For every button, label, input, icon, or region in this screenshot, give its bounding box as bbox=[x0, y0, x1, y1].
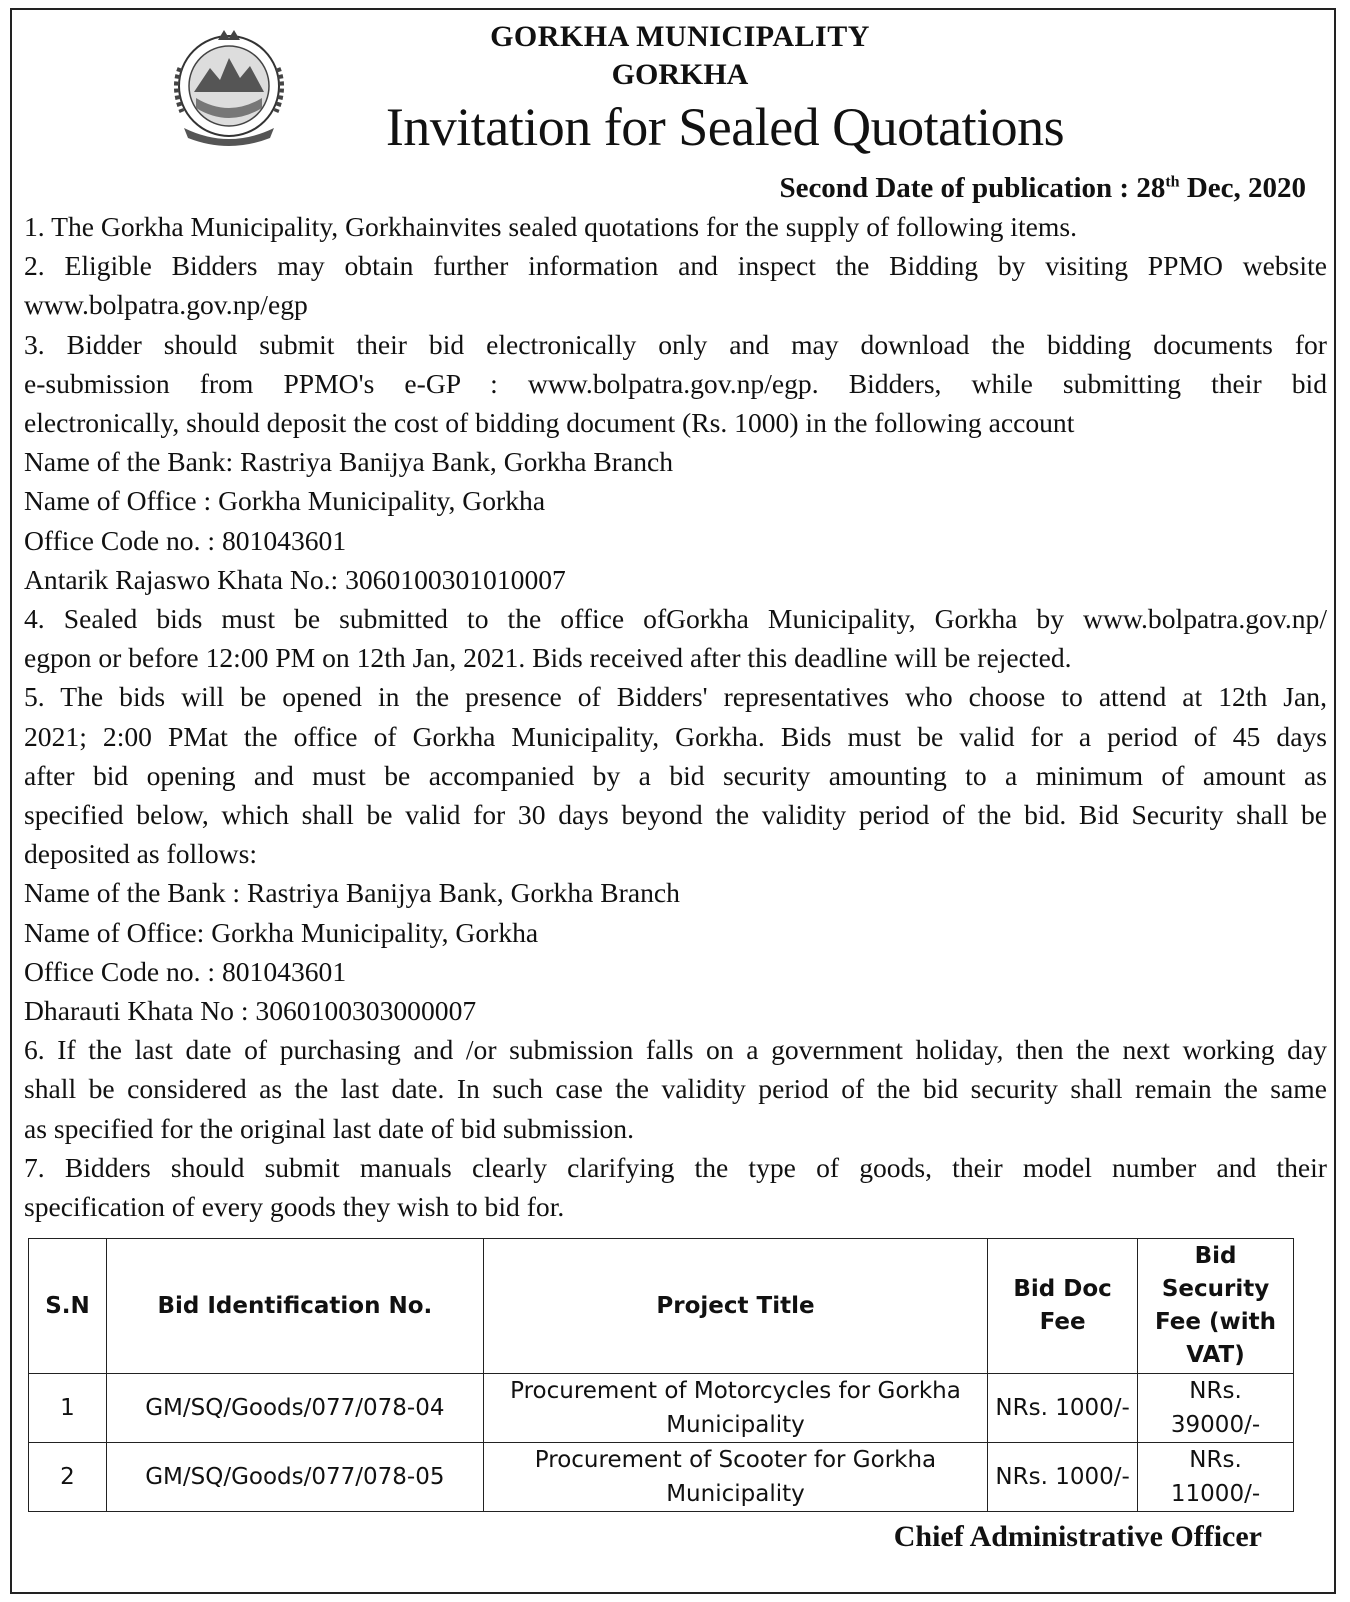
header-bid-doc-fee: Bid Doc Fee bbox=[988, 1239, 1138, 1374]
nepal-government-emblem-icon bbox=[166, 28, 292, 150]
cell-bid-security-fee: NRs. 11000/- bbox=[1138, 1443, 1294, 1512]
body-line: www.bolpatra.gov.np/egp bbox=[24, 289, 308, 321]
cell-bid-id: GM/SQ/Goods/077/078-05 bbox=[106, 1443, 483, 1512]
cell-sn: 1 bbox=[29, 1374, 107, 1443]
body-line: Office Code no. : 801043601 bbox=[24, 955, 347, 987]
body-line: specified below, which shall be valid for 30 days beyond the validity period of the bid. Bid Security shall be bbox=[24, 799, 1327, 831]
municipality-name: GORKHA MUNICIPALITY bbox=[490, 20, 870, 53]
body-line: after bid opening and must be accompanied by a bid security amounting to a minimum of amount as bbox=[24, 759, 1327, 791]
body-line: e-submission from PPMO's e-GP : www.bolpatra.gov.np/egp. Bidders, while submitting their bid bbox=[24, 367, 1327, 399]
table-header-row bbox=[29, 1239, 1294, 1374]
body-line: as specified for the original last date of bid submission. bbox=[24, 1112, 634, 1144]
body-line: 7. Bidders should submit manuals clearly clarifying the type of goods, their model number and their bbox=[24, 1151, 1327, 1183]
body-line: deposited as follows: bbox=[24, 838, 257, 870]
bid-table bbox=[28, 1238, 1294, 1512]
body-line: 1. The Gorkha Municipality, Gorkhainvites sealed quotations for the supply of following items. bbox=[24, 211, 1077, 242]
body-line: electronically, should deposit the cost of bidding document (Rs. 1000) in the following account bbox=[24, 407, 1075, 439]
body-line: Name of the Bank: Rastriya Banijya Bank, Gorkha Branch bbox=[24, 446, 674, 478]
cell-bid-id: GM/SQ/Goods/077/078-04 bbox=[106, 1374, 483, 1443]
publication-date-suffix: th bbox=[1165, 173, 1180, 191]
municipality-location: GORKHA bbox=[611, 58, 749, 91]
body-line: Office Code no. : 801043601 bbox=[24, 524, 347, 556]
publication-date-label: Second Date of publication : 28 bbox=[779, 172, 1166, 204]
body-line: 2021; 2:00 PMat the office of Gorkha Municipality, Gorkha. Bids must be valid for a period of 45 days bbox=[24, 720, 1327, 752]
cell-bid-doc-fee: NRs. 1000/- bbox=[988, 1374, 1138, 1443]
page-title: Invitation for Sealed Quotations bbox=[385, 97, 1065, 157]
cell-project-title: Procurement of Scooter for Gorkha Municipality bbox=[483, 1443, 987, 1512]
body-line: egpon or before 12:00 PM on 12th Jan, 2021. Bids received after this deadline will be rejected. bbox=[24, 642, 1072, 674]
cell-sn: 2 bbox=[29, 1443, 107, 1512]
body-line: Name of Office : Gorkha Municipality, Gorkha bbox=[24, 485, 546, 517]
notice-body bbox=[24, 207, 1327, 1226]
cell-bid-security-fee: NRs. 39000/- bbox=[1138, 1374, 1294, 1443]
table-row bbox=[29, 1374, 1294, 1443]
body-line: 3. Bidder should submit their bid electronically only and may download the bidding documents for bbox=[24, 328, 1327, 360]
body-line: 6. If the last date of purchasing and /or submission falls on a government holiday, then the next working day bbox=[24, 1034, 1327, 1066]
body-line: 4. Sealed bids must be submitted to the office ofGorkha Municipality, Gorkha by www.bolpatra.gov.np/ bbox=[24, 603, 1327, 635]
header-sn: S.N bbox=[29, 1239, 107, 1374]
body-line: 5. The bids will be opened in the presence of Bidders' representatives who choose to attend at 12th Jan, bbox=[24, 681, 1327, 713]
body-line: Name of the Bank : Rastriya Banijya Bank, Gorkha Branch bbox=[24, 877, 680, 909]
table-row bbox=[29, 1443, 1294, 1512]
header-project-title: Project Title bbox=[483, 1239, 987, 1374]
body-line: Antarik Rajaswo Khata No.: 3060100301010007 bbox=[24, 563, 566, 595]
header-bid-id: Bid Identification No. bbox=[106, 1239, 483, 1374]
body-line: 2. Eligible Bidders may obtain further information and inspect the Bidding by visiting PPMO website bbox=[24, 250, 1327, 282]
publication-date-rest: Dec, 2020 bbox=[1179, 172, 1306, 204]
header-bid-security-fee: Bid Security Fee (with VAT) bbox=[1138, 1239, 1294, 1374]
body-line: Dharauti Khata No : 3060100303000007 bbox=[24, 995, 477, 1027]
body-line: shall be considered as the last date. In such case the validity period of the bid security shall remain the same bbox=[24, 1073, 1327, 1105]
cell-bid-doc-fee: NRs. 1000/- bbox=[988, 1443, 1138, 1512]
cell-project-title: Procurement of Motorcycles for Gorkha Municipality bbox=[483, 1374, 987, 1443]
body-line: specification of every goods they wish to bid for. bbox=[24, 1191, 565, 1223]
body-line: Name of Office: Gorkha Municipality, Gorkha bbox=[24, 916, 539, 948]
publication-date bbox=[779, 172, 1306, 205]
signature-title: Chief Administrative Officer bbox=[893, 1520, 1262, 1553]
